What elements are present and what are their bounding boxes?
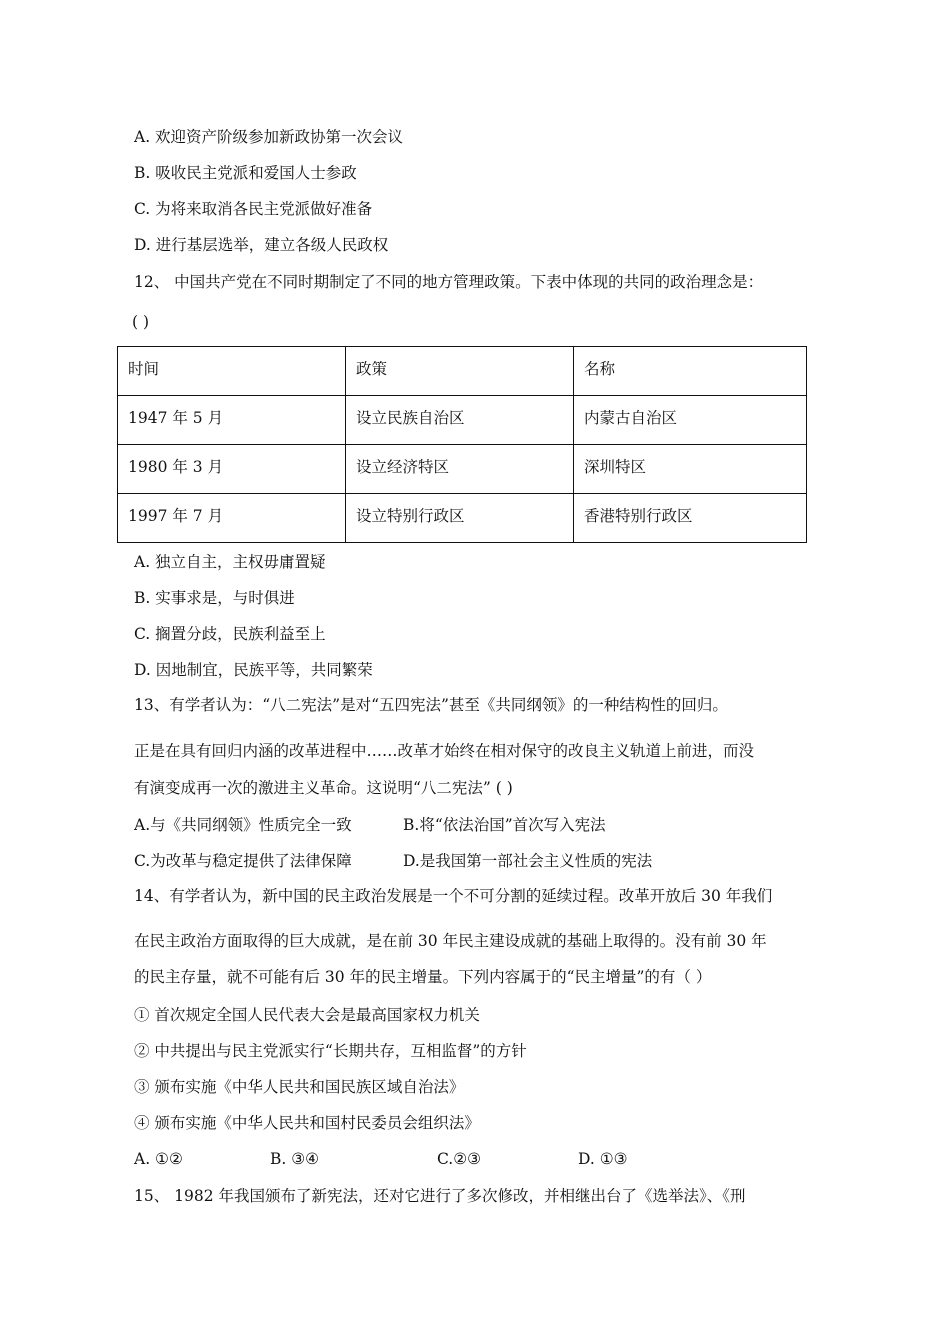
q11-option-b: B. 吸收民主党派和爱国人士参政 bbox=[134, 164, 357, 182]
table-cell: 1980 年 3 月 bbox=[118, 445, 346, 494]
table-header-cell: 时间 bbox=[118, 347, 346, 396]
q13-option-b: B.将“依法治国”首次写入宪法 bbox=[403, 816, 606, 834]
q14-item-4: ④ 颁布实施《中华人民共和国村民委员会组织法》 bbox=[134, 1114, 480, 1132]
q11-option-d: D. 进行基层选举，建立各级人民政权 bbox=[134, 236, 389, 254]
table-cell: 设立经济特区 bbox=[346, 445, 574, 494]
q12-option-a: A. 独立自主，主权毋庸置疑 bbox=[134, 553, 326, 571]
q14-option-b: B. ③④ bbox=[270, 1150, 320, 1168]
table-cell: 深圳特区 bbox=[574, 445, 807, 494]
table-row bbox=[118, 445, 807, 494]
q12-answer-paren: ( ) bbox=[132, 313, 150, 331]
table-header-cell: 名称 bbox=[574, 347, 807, 396]
q14-line-2: 在民主政治方面取得的巨大成就，是在前 30 年民主建设成就的基础上取得的。没有前 30 年 bbox=[134, 932, 767, 950]
table-cell: 1947 年 5 月 bbox=[118, 396, 346, 445]
q14-option-d: D. ①③ bbox=[578, 1150, 628, 1168]
q14-item-2: ② 中共提出与民主党派实行“长期共存，互相监督”的方针 bbox=[134, 1042, 527, 1060]
table-header-row bbox=[118, 347, 807, 396]
q11-option-c: C. 为将来取消各民主党派做好准备 bbox=[134, 200, 373, 218]
q14-line-3: 的民主存量，就不可能有后 30 年的民主增量。下列内容属于的“民主增量”的有（ ） bbox=[134, 968, 712, 986]
q14-item-1: ① 首次规定全国人民代表大会是最高国家权力机关 bbox=[134, 1006, 480, 1024]
q13-line-2: 正是在具有回归内涵的改革进程中……改革才始终在相对保守的改良主义轨道上前进，而没 bbox=[134, 742, 755, 760]
q13-line-3: 有演变成再一次的激进主义革命。这说明“八二宪法” ( ) bbox=[134, 779, 513, 797]
q13-option-c: C.为改革与稳定提供了法律保障 bbox=[134, 852, 352, 870]
q12-stem: 12、 中国共产党在不同时期制定了不同的地方管理政策。下表中体现的共同的政治理念是： bbox=[134, 273, 764, 291]
q13-option-a: A.与《共同纲领》性质完全一致 bbox=[134, 816, 352, 834]
table-cell: 内蒙古自治区 bbox=[574, 396, 807, 445]
q15-line-1: 15、 1982 年我国颁布了新宪法，还对它进行了多次修改，并相继出台了《选举法》、《刑 bbox=[134, 1187, 746, 1205]
table-row bbox=[118, 494, 807, 543]
q12-option-c: C. 搁置分歧，民族利益至上 bbox=[134, 625, 326, 643]
q14-line-1: 14、有学者认为，新中国的民主政治发展是一个不可分割的延续过程。改革开放后 30 年我们 bbox=[134, 887, 773, 905]
table-cell: 设立特别行政区 bbox=[346, 494, 574, 543]
table-cell: 香港特别行政区 bbox=[574, 494, 807, 543]
q13-option-d: D.是我国第一部社会主义性质的宪法 bbox=[403, 852, 653, 870]
table-cell: 1997 年 7 月 bbox=[118, 494, 346, 543]
q14-item-3: ③ 颁布实施《中华人民共和国民族区域自治法》 bbox=[134, 1078, 465, 1096]
table-row bbox=[118, 396, 807, 445]
q12-option-d: D. 因地制宜，民族平等，共同繁荣 bbox=[134, 661, 373, 679]
table-cell: 设立民族自治区 bbox=[346, 396, 574, 445]
q11-option-a: A. 欢迎资产阶级参加新政协第一次会议 bbox=[134, 128, 404, 146]
q14-option-a: A. ①② bbox=[134, 1150, 183, 1168]
q13-line-1: 13、有学者认为：“八二宪法”是对“五四宪法”甚至《共同纲领》的一种结构性的回归。 bbox=[134, 696, 728, 714]
q14-option-c: C.②③ bbox=[437, 1150, 482, 1168]
policy-table bbox=[117, 346, 807, 543]
q12-option-b: B. 实事求是，与时俱进 bbox=[134, 589, 295, 607]
table-header-cell: 政策 bbox=[346, 347, 574, 396]
